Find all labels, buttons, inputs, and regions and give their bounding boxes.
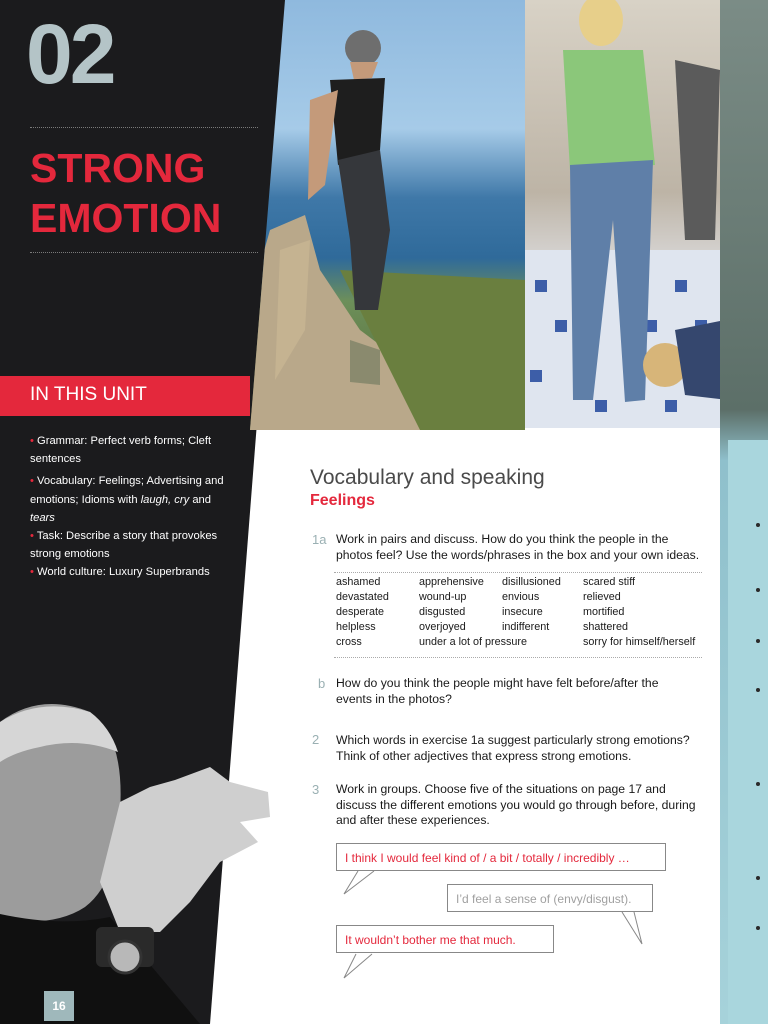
edge-dot xyxy=(756,639,760,643)
photo-climber xyxy=(250,0,525,430)
word-item: apprehensive xyxy=(419,576,484,588)
unit-number: 02 xyxy=(26,7,114,101)
contents-item xyxy=(30,472,235,527)
man-illustration xyxy=(0,692,285,1024)
exercise-text: Work in pairs and discuss. How do you think the people in the photos feel? Use the words/phrases in the box and your own ideas. xyxy=(336,532,700,562)
exercise-text: Work in groups. Choose five of the situations on page 17 and discuss the different emotions you would go through before, during and after these experiences. xyxy=(336,782,696,827)
word-item: mortified xyxy=(583,606,625,618)
edge-dot xyxy=(756,782,760,786)
word-column xyxy=(502,575,561,635)
exercise-number: 3 xyxy=(312,782,320,797)
word-item: helpless xyxy=(336,621,376,633)
exercise-number: b xyxy=(318,676,326,691)
contents-item xyxy=(30,432,235,468)
word-item: indifferent xyxy=(502,621,550,633)
word-item: sorry for himself/herself xyxy=(583,636,696,648)
word-item: wound-up xyxy=(419,591,467,603)
speech-bubble-2: I’d feel a sense of (envy/disgust). xyxy=(447,884,653,912)
word-item: ashamed xyxy=(336,576,381,588)
next-page-edge-lower xyxy=(728,440,768,1024)
word-item: desperate xyxy=(336,606,385,618)
bullet-icon: • xyxy=(30,475,34,488)
word-item: overjoyed xyxy=(419,621,466,633)
section-subtitle: Feelings xyxy=(310,492,375,509)
edge-dot xyxy=(756,588,760,592)
contents-item-text: World culture: Luxury Superbrands xyxy=(37,566,210,579)
bullet-icon: • xyxy=(30,435,34,447)
word-item: disillusioned xyxy=(502,576,561,588)
word-item: disgusted xyxy=(419,606,466,618)
edge-dot xyxy=(756,876,760,880)
word-item: devastated xyxy=(336,591,389,603)
bullet-icon: • xyxy=(30,566,34,579)
unit-title xyxy=(30,143,221,244)
edge-dot xyxy=(756,926,760,930)
unit-title-line1: STRONG xyxy=(30,145,206,191)
speech-bubble-3: It wouldn’t bother me that much. xyxy=(336,925,554,953)
word-item: relieved xyxy=(583,591,621,603)
word-item: envious xyxy=(502,591,540,603)
contents-item-italic: tears xyxy=(30,511,55,524)
exercise-number: 2 xyxy=(312,732,320,747)
unit-title-line2: EMOTION xyxy=(30,195,222,242)
contents-item-text: Vocabulary: Feelings; Advertising and emotions; Idioms with xyxy=(30,475,224,506)
photo-mall xyxy=(525,0,728,428)
contents-item-text: Task: Describe a story that provokes strong emotions xyxy=(30,530,218,561)
exercise-number: 1a xyxy=(312,532,327,547)
in-this-unit-heading: IN THIS UNIT xyxy=(30,384,147,405)
divider-top xyxy=(30,127,258,128)
edge-dot xyxy=(756,523,760,527)
edge-dot xyxy=(756,688,760,692)
section-title: Vocabulary and speaking xyxy=(310,466,545,489)
word-item: insecure xyxy=(502,606,543,618)
word-column xyxy=(336,575,389,650)
contents-item-text: and xyxy=(192,493,211,506)
word-column xyxy=(583,575,695,650)
contents-item xyxy=(30,527,235,563)
word-item: cross xyxy=(336,636,362,648)
word-item: shattered xyxy=(583,621,629,633)
bullet-icon: • xyxy=(30,530,34,543)
contents-item-text: Grammar: Perfect verb forms; Cleft sentences xyxy=(30,435,212,466)
divider-bottom xyxy=(30,252,258,253)
mall-illustration xyxy=(525,0,728,428)
contents-item-italic: laugh, cry xyxy=(140,493,190,506)
photo-man xyxy=(0,692,285,1024)
exercise-text: Which words in exercise 1a suggest particularly strong emotions? Think of other adjectives that express strong emotions. xyxy=(336,733,690,763)
exercise-text: How do you think the people might have felt before/after the events in the photos? xyxy=(336,676,659,706)
contents-item xyxy=(30,563,235,581)
climber-illustration xyxy=(250,0,525,430)
word-item: scared stiff xyxy=(583,576,636,588)
page-number: 16 xyxy=(44,991,74,1021)
speech-bubble-1: I think I would feel kind of / a bit / totally / incredibly … xyxy=(336,843,666,871)
unit-contents-list xyxy=(30,432,235,582)
word-item: under a lot of pressure xyxy=(419,636,528,648)
